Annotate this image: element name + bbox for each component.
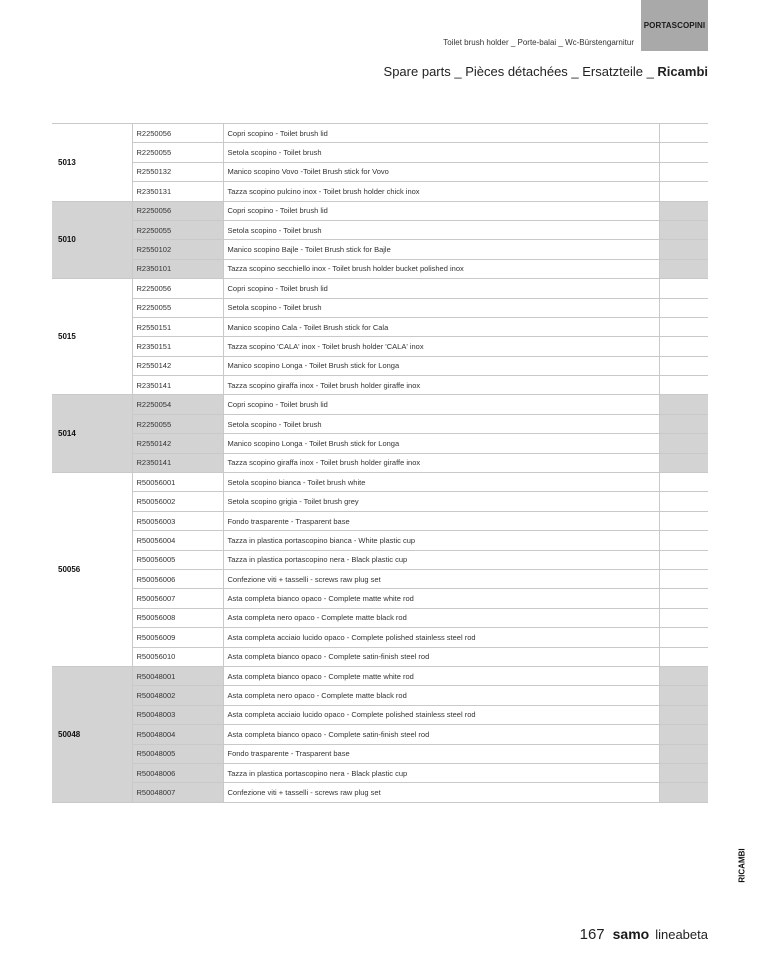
table-row — [52, 414, 708, 433]
page-title — [384, 64, 708, 79]
table-row — [52, 143, 708, 162]
page-title-bold: Ricambi — [657, 64, 708, 79]
group-code: 50048 — [52, 666, 132, 802]
table-row — [52, 240, 708, 259]
empty-cell — [659, 705, 708, 724]
part-code: R50048005 — [132, 744, 223, 763]
table-row — [52, 531, 708, 550]
part-description: Manico scopino Vovo -Toilet Brush stick for Vovo — [223, 162, 659, 181]
part-code: R2350151 — [132, 337, 223, 356]
table-row — [52, 376, 708, 395]
group-code: 5013 — [52, 124, 132, 202]
part-description: Setola scopino - Toilet brush — [223, 414, 659, 433]
empty-cell — [659, 240, 708, 259]
part-description: Tazza scopino secchiello inox - Toilet brush holder bucket polished inox — [223, 259, 659, 278]
part-description: Fondo trasparente - Trasparent base — [223, 511, 659, 530]
section-subtitle: Toilet brush holder _ Porte-balai _ Wc-Bürstengarnitur — [443, 38, 634, 47]
empty-cell — [659, 473, 708, 492]
table-row — [52, 279, 708, 298]
part-code: R50056006 — [132, 569, 223, 588]
empty-cell — [659, 259, 708, 278]
part-description: Asta completa bianco opaco - Complete satin-finish steel rod — [223, 647, 659, 666]
part-description: Tazza in plastica portascopino bianca - White plastic cup — [223, 531, 659, 550]
part-description: Tazza in plastica portascopino nera - Black plastic cup — [223, 763, 659, 782]
table-row — [52, 628, 708, 647]
part-code: R2350141 — [132, 453, 223, 472]
empty-cell — [659, 298, 708, 317]
part-description: Tazza scopino pulcino inox - Toilet brush holder chick inox — [223, 182, 659, 201]
empty-cell — [659, 220, 708, 239]
part-description: Asta completa acciaio lucido opaco - Complete polished stainless steel rod — [223, 705, 659, 724]
part-description: Copri scopino - Toilet brush lid — [223, 124, 659, 143]
part-code: R50056007 — [132, 589, 223, 608]
group-code: 5015 — [52, 279, 132, 395]
part-code: R2250054 — [132, 395, 223, 414]
part-code: R50048002 — [132, 686, 223, 705]
part-code: R50056008 — [132, 608, 223, 627]
table-row — [52, 201, 708, 220]
table-row — [52, 511, 708, 530]
empty-cell — [659, 511, 708, 530]
empty-cell — [659, 279, 708, 298]
empty-cell — [659, 666, 708, 685]
empty-cell — [659, 725, 708, 744]
part-code: R2550102 — [132, 240, 223, 259]
group-code: 5014 — [52, 395, 132, 473]
part-code: R2550151 — [132, 317, 223, 336]
table-row — [52, 317, 708, 336]
part-description: Asta completa bianco opaco - Complete matte white rod — [223, 589, 659, 608]
table-row — [52, 647, 708, 666]
table-row — [52, 298, 708, 317]
part-description: Copri scopino - Toilet brush lid — [223, 201, 659, 220]
part-description: Manico scopino Longa - Toilet Brush stick for Longa — [223, 356, 659, 375]
part-description: Manico scopino Longa - Toilet Brush stick for Longa — [223, 434, 659, 453]
part-code: R2250055 — [132, 298, 223, 317]
part-description: Asta completa nero opaco - Complete matte black rod — [223, 686, 659, 705]
table-row — [52, 124, 708, 143]
part-code: R50056010 — [132, 647, 223, 666]
part-code: R50056004 — [132, 531, 223, 550]
table-row — [52, 725, 708, 744]
part-description: Confezione viti + tasselli - screws raw plug set — [223, 783, 659, 802]
empty-cell — [659, 414, 708, 433]
table-row — [52, 162, 708, 181]
table-row — [52, 356, 708, 375]
part-code: R50056003 — [132, 511, 223, 530]
page-title-prefix: Spare parts _ Pièces détachées _ Ersatzteile _ — [383, 64, 658, 79]
empty-cell — [659, 453, 708, 472]
table-row — [52, 395, 708, 414]
part-code: R50048006 — [132, 763, 223, 782]
part-description: Tazza scopino 'CALA' inox - Toilet brush holder 'CALA' inox — [223, 337, 659, 356]
table-row — [52, 608, 708, 627]
empty-cell — [659, 337, 708, 356]
table-row — [52, 744, 708, 763]
part-code: R50048007 — [132, 783, 223, 802]
brand-logo: samo — [612, 926, 650, 942]
table-row — [52, 666, 708, 685]
table-row — [52, 569, 708, 588]
part-code: R2350131 — [132, 182, 223, 201]
table-row — [52, 182, 708, 201]
empty-cell — [659, 162, 708, 181]
table-row — [52, 492, 708, 511]
table-row — [52, 337, 708, 356]
page-footer — [580, 926, 708, 943]
empty-cell — [659, 589, 708, 608]
part-description: Manico scopino Cala - Toilet Brush stick for Cala — [223, 317, 659, 336]
empty-cell — [659, 628, 708, 647]
part-code: R50056001 — [132, 473, 223, 492]
table-row — [52, 453, 708, 472]
part-code: R2550142 — [132, 356, 223, 375]
part-description: Confezione viti + tasselli - screws raw plug set — [223, 569, 659, 588]
part-description: Setola scopino grigia - Toilet brush grey — [223, 492, 659, 511]
page-number: 167 — [579, 926, 605, 943]
part-description: Tazza scopino giraffa inox - Toilet brush holder giraffe inox — [223, 453, 659, 472]
empty-cell — [659, 686, 708, 705]
table-row — [52, 783, 708, 802]
part-description: Setola scopino - Toilet brush — [223, 143, 659, 162]
part-code: R50048001 — [132, 666, 223, 685]
table-row — [52, 434, 708, 453]
part-description: Setola scopino bianca - Toilet brush white — [223, 473, 659, 492]
table-row — [52, 705, 708, 724]
empty-cell — [659, 569, 708, 588]
table-row — [52, 589, 708, 608]
part-code: R50048003 — [132, 705, 223, 724]
product-line-logo: lineabeta — [655, 927, 708, 942]
part-code: R2550132 — [132, 162, 223, 181]
side-tab-label: RICAMBI — [737, 847, 747, 883]
part-description: Asta completa nero opaco - Complete matte black rod — [223, 608, 659, 627]
empty-cell — [659, 317, 708, 336]
part-code: R50056009 — [132, 628, 223, 647]
part-description: Asta completa bianco opaco - Complete matte white rod — [223, 666, 659, 685]
table-row — [52, 473, 708, 492]
table-row — [52, 686, 708, 705]
table-row — [52, 763, 708, 782]
part-code: R2250055 — [132, 143, 223, 162]
part-code: R2550142 — [132, 434, 223, 453]
empty-cell — [659, 182, 708, 201]
empty-cell — [659, 143, 708, 162]
side-tab — [735, 845, 749, 885]
part-description: Setola scopino - Toilet brush — [223, 298, 659, 317]
empty-cell — [659, 531, 708, 550]
empty-cell — [659, 744, 708, 763]
part-description: Tazza in plastica portascopino nera - Black plastic cup — [223, 550, 659, 569]
part-description: Tazza scopino giraffa inox - Toilet brush holder giraffe inox — [223, 376, 659, 395]
group-code: 50056 — [52, 473, 132, 667]
table-row — [52, 220, 708, 239]
empty-cell — [659, 608, 708, 627]
part-description: Copri scopino - Toilet brush lid — [223, 395, 659, 414]
empty-cell — [659, 783, 708, 802]
part-code: R50048004 — [132, 725, 223, 744]
part-code: R2250055 — [132, 414, 223, 433]
empty-cell — [659, 395, 708, 414]
empty-cell — [659, 434, 708, 453]
part-code: R2350141 — [132, 376, 223, 395]
part-code: R50056005 — [132, 550, 223, 569]
part-code: R2250056 — [132, 124, 223, 143]
empty-cell — [659, 647, 708, 666]
part-code: R2250056 — [132, 201, 223, 220]
part-description: Asta completa acciaio lucido opaco - Complete polished stainless steel rod — [223, 628, 659, 647]
empty-cell — [659, 376, 708, 395]
part-description: Copri scopino - Toilet brush lid — [223, 279, 659, 298]
group-code: 5010 — [52, 201, 132, 279]
empty-cell — [659, 763, 708, 782]
part-description: Manico scopino Bajle - Toilet Brush stick for Bajle — [223, 240, 659, 259]
empty-cell — [659, 492, 708, 511]
part-code: R2350101 — [132, 259, 223, 278]
spare-parts-table — [52, 123, 708, 803]
part-description: Fondo trasparente - Trasparent base — [223, 744, 659, 763]
part-code: R2250056 — [132, 279, 223, 298]
empty-cell — [659, 201, 708, 220]
part-code: R2250055 — [132, 220, 223, 239]
empty-cell — [659, 124, 708, 143]
empty-cell — [659, 550, 708, 569]
section-tag: PORTASCOPINI — [641, 0, 708, 51]
spare-parts-table-body — [52, 124, 708, 803]
part-description: Asta completa bianco opaco - Complete satin-finish steel rod — [223, 725, 659, 744]
empty-cell — [659, 356, 708, 375]
table-row — [52, 550, 708, 569]
part-description: Setola scopino - Toilet brush — [223, 220, 659, 239]
part-code: R50056002 — [132, 492, 223, 511]
table-row — [52, 259, 708, 278]
